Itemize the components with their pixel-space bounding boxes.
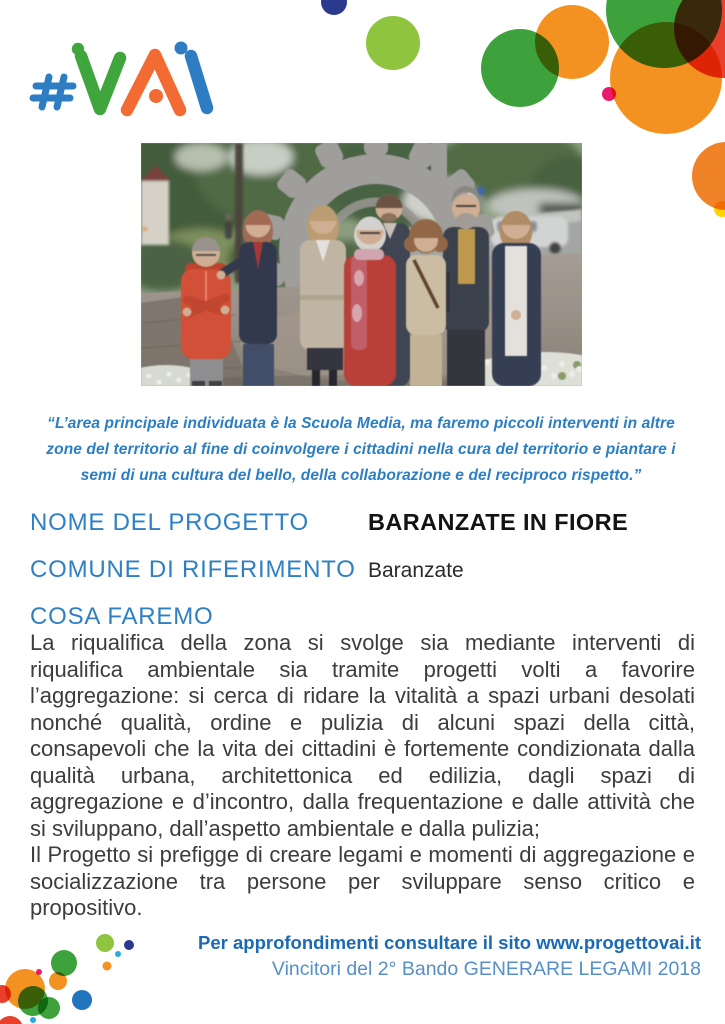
field-label-municipality: COMUNE DI RIFERIMENTO (30, 556, 356, 583)
vai-logo (25, 35, 235, 120)
v-glyph (81, 56, 120, 109)
photo-tint (141, 143, 582, 386)
description-paragraph-2: Il Progetto si prefigge di creare legami e momenti di aggregazione e socializzazione tra persone per sviluppare senso critico e propositivo. (30, 842, 695, 920)
hash-glyph (33, 77, 73, 107)
i-glyph (191, 56, 207, 108)
section-heading: COSA FAREMO (30, 603, 214, 630)
description-paragraph-1: La riqualifica della zona si svolge sia mediante interventi di riqualifica ambientale sia tramite progetti volti a favorire l’aggregazione: si cerca di ridare la vitalità a spazi urbani desolati nonché qualità, ordine e pulizia di alcuni spazi della città, consapevoli che la vita dei cittadini è fortemente condizionata dalla qualità urbana, architettonica ed edilizia, dagli spazi di aggregazione e d’incontro, dalla frequentazione e dalle attività che si sviluppano, dall’aspetto ambientale e dalla pulizia; (30, 630, 695, 841)
footer (198, 929, 701, 983)
blue-dot (175, 42, 188, 55)
field-row-municipality (30, 556, 695, 584)
footer-info-text: Per approfondimenti consultare il sito (198, 932, 537, 953)
field-value-project-name: BARANZATE IN FIORE (368, 509, 629, 535)
website-link[interactable]: www.progettovai.it (536, 932, 701, 953)
group-photo (141, 143, 582, 386)
orange-dot (149, 89, 163, 103)
project-description (30, 630, 695, 922)
decorative-circles-bottom-left (0, 934, 134, 1024)
project-quote: “L’area principale individuata è la Scuola Media, ma faremo piccoli interventi in altre zone del territorio al fine di coinvolgere i cittadini nella cura del territorio e piantare i semi di una cultura del bello, della collaborazione e del reciproco rispetto.” (46, 415, 676, 484)
footer-award-line: Vincitori del 2° Bando GENERARE LEGAMI 2018 (271, 958, 701, 980)
field-row-project-name (30, 509, 695, 537)
vai-logo-icon (25, 35, 235, 120)
field-label-project-name: NOME DEL PROGETTO (30, 509, 309, 536)
field-value-municipality: Baranzate (368, 559, 464, 582)
footer-info-line (198, 929, 701, 956)
